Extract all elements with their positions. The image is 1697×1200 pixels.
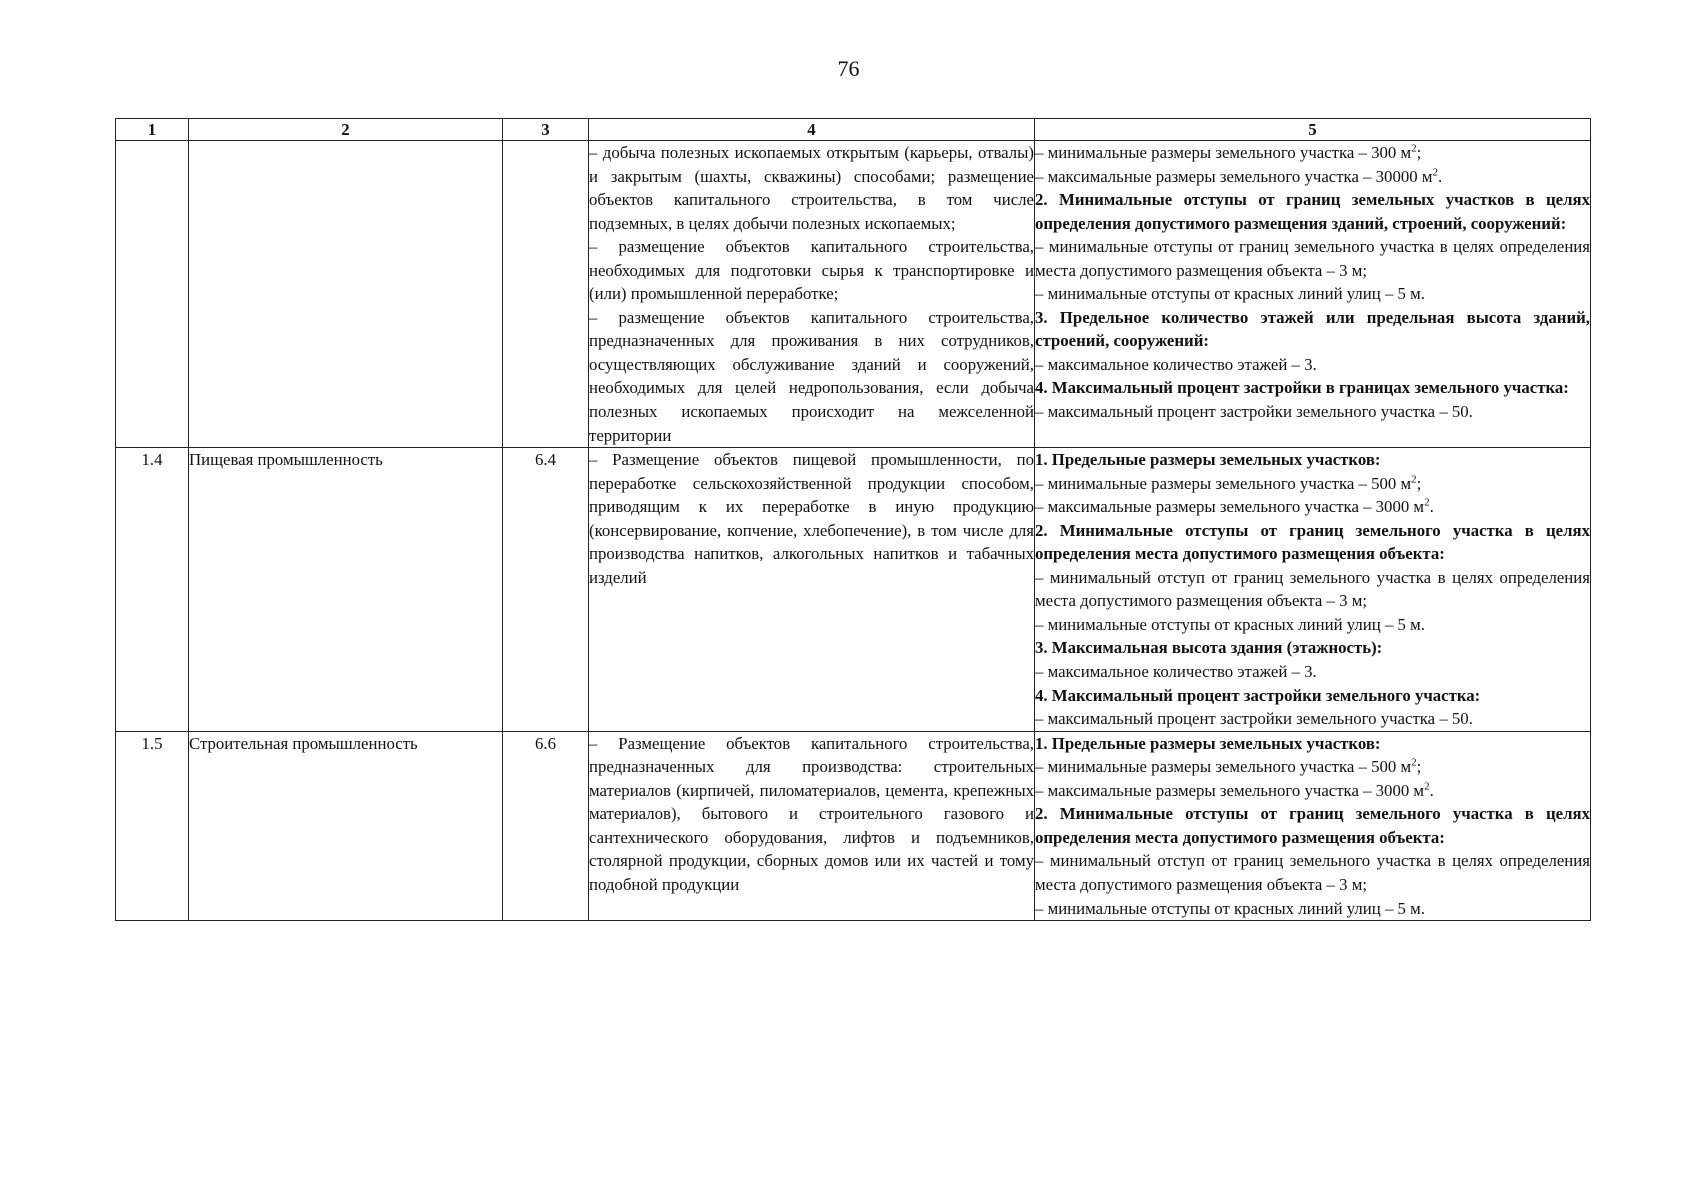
parameter-heading [1035,684,1590,708]
parameter-punctuation: ; [1416,757,1422,777]
column-header-2: 2 [189,119,503,141]
parameter-text: – минимальные размеры земельного участка – 500 м [1035,473,1412,493]
description-paragraph: – добыча полезных ископаемых открытым (карьеры, отвалы) и закрытым (шахты, скважины) способами; размещение объектов капитального строительства, в том числе подземных, в целях добычи полезных ископаемых; [589,143,1034,233]
use-type-code [503,141,589,448]
parameter-text: 2. Минимальные отступы от границ земельных участков в целях определения допустимого размещения зданий, строений, сооружений: [1035,190,1590,233]
parameter-text: – минимальные отступы от красных линий улиц – 5 м. [1035,614,1425,634]
superscript-exponent: 2 [1424,496,1430,509]
parameter-text: – максимальное количество этажей – 3. [1035,354,1317,374]
parameter-text: – максимальный процент застройки земельного участка – 50. [1035,402,1473,422]
row-number: 1.5 [116,731,189,920]
column-header-4: 4 [589,119,1035,141]
use-description [589,141,1035,448]
parameter-item [1035,165,1590,189]
header-row [116,119,1591,141]
use-description [589,448,1035,732]
column-header-5: 5 [1035,119,1591,141]
superscript-exponent: 2 [1432,165,1438,178]
table-row [116,448,1591,732]
use-description [589,731,1035,920]
parameter-text: – минимальные размеры земельного участка – 500 м [1035,757,1412,777]
description-paragraph: – размещение объектов капитального строительства, необходимых для подготовки сырья к транспортировке и (или) промышленной переработке; [589,237,1034,304]
use-type-name: Пищевая промышленность [189,448,503,732]
parameter-text: 2. Минимальные отступы от границ земельного участка в целях определения места допустимого размещения объекта: [1035,520,1590,564]
parameters-cell [1035,731,1591,920]
parameters-cell [1035,141,1591,448]
use-type-code: 6.6 [503,731,589,920]
parameter-item [1035,235,1590,282]
parameter-text: – максимальные размеры земельного участка – 3000 м [1035,780,1425,800]
parameter-punctuation: . [1429,780,1434,800]
parameter-heading [1035,636,1590,660]
parameter-item [1035,566,1590,613]
parameter-heading [1035,732,1590,756]
description-paragraph: – Размещение объектов капитального строительства, предназначенных для производства: строительных материалов (кирпичей, пиломатериалов, цемента, крепежных материалов), бытового и строительного газового и сантехнического оборудования, лифтов и подъемников, столярной продукции, сборных домов или их частей и тому подобной продукции [589,733,1034,894]
parameter-punctuation: . [1429,497,1434,517]
table-body [116,141,1591,921]
parameter-text: – максимальное количество этажей – 3. [1035,662,1317,682]
parameters-cell [1035,448,1591,732]
column-header-3: 3 [503,119,589,141]
parameter-heading [1035,519,1590,566]
parameter-item [1035,613,1590,637]
parameter-text: – минимальные отступы от границ земельного участка в целях определения места допустимого размещения объекта – 3 м; [1035,237,1590,280]
parameter-text: – максимальный процент застройки земельного участка – 50. [1035,709,1473,729]
description-paragraph: – размещение объектов капитального строительства, предназначенных для проживания в них сотрудников, осуществляющих обслуживание зданий и сооружений, необходимых для целей недропользования, если добыча полезных ископаемых происходит на межселенной территории [589,307,1034,445]
superscript-exponent: 2 [1424,780,1430,793]
parameter-item [1035,141,1590,165]
superscript-exponent: 2 [1411,756,1417,769]
parameter-text: 2. Минимальные отступы от границ земельного участка в целях определения места допустимого размещения объекта: [1035,804,1590,847]
parameter-heading [1035,802,1590,849]
parameter-item [1035,353,1590,377]
parameter-item [1035,755,1590,779]
parameter-text: 4. Максимальный процент застройки в границах земельного участка: [1035,378,1569,398]
superscript-exponent: 2 [1411,473,1417,486]
parameter-item [1035,495,1590,519]
description-paragraph: – Размещение объектов пищевой промышленности, по переработке сельскохозяйственной продукции способом, приводящим к их переработке в иную продукцию (консервирование, копчение, хлебопечение), в том числе для производства напитков, алкогольных напитков и табачных изделий [589,450,1034,587]
parameter-text: 3. Предельное количество этажей или предельная высота зданий, строений, сооружений: [1035,307,1590,351]
parameter-item [1035,897,1590,921]
parameter-text: 1. Предельные размеры земельных участков: [1035,733,1381,753]
parameter-text: 1. Предельные размеры земельных участков: [1035,450,1381,470]
table-row [116,731,1591,920]
parameter-text: – минимальные отступы от красных линий улиц – 5 м. [1035,284,1425,304]
page-number: 76 [837,56,860,81]
use-type-name [189,141,503,448]
parameter-item [1035,779,1590,803]
use-type-code: 6.4 [503,448,589,732]
use-type-name: Строительная промышленность [189,731,503,920]
parameter-text: – минимальный отступ от границ земельного участка в целях определения места допустимого размещения объекта – 3 м; [1035,567,1590,611]
parameter-punctuation: ; [1416,473,1422,493]
parameter-heading [1035,376,1590,400]
parameter-text: – минимальные размеры земельного участка – 300 м [1035,143,1412,162]
parameter-text: – минимальные отступы от красных линий улиц – 5 м. [1035,898,1425,918]
parameter-item [1035,282,1590,306]
row-number: 1.4 [116,448,189,732]
parameter-text: – минимальный отступ от границ земельного участка в целях определения места допустимого размещения объекта – 3 м; [1035,851,1590,894]
zoning-table [115,118,1591,921]
parameter-item [1035,849,1590,896]
superscript-exponent: 2 [1411,142,1417,155]
parameter-heading [1035,188,1590,235]
parameter-item [1035,707,1590,731]
parameter-punctuation: . [1437,166,1443,186]
parameter-item [1035,400,1590,424]
table-row [116,141,1591,448]
parameter-punctuation: ; [1416,143,1422,162]
parameter-item [1035,660,1590,684]
parameter-text: 4. Максимальный процент застройки земельного участка: [1035,685,1481,705]
parameter-text: 3. Максимальная высота здания (этажность): [1035,638,1383,658]
parameter-text: – максимальные размеры земельного участка – 3000 м [1035,497,1425,517]
parameter-text: – максимальные размеры земельного участка – 30000 м [1035,166,1433,186]
parameter-heading [1035,306,1590,353]
parameter-heading [1035,448,1590,472]
parameter-item [1035,472,1590,496]
column-header-1: 1 [116,119,189,141]
row-number [116,141,189,448]
